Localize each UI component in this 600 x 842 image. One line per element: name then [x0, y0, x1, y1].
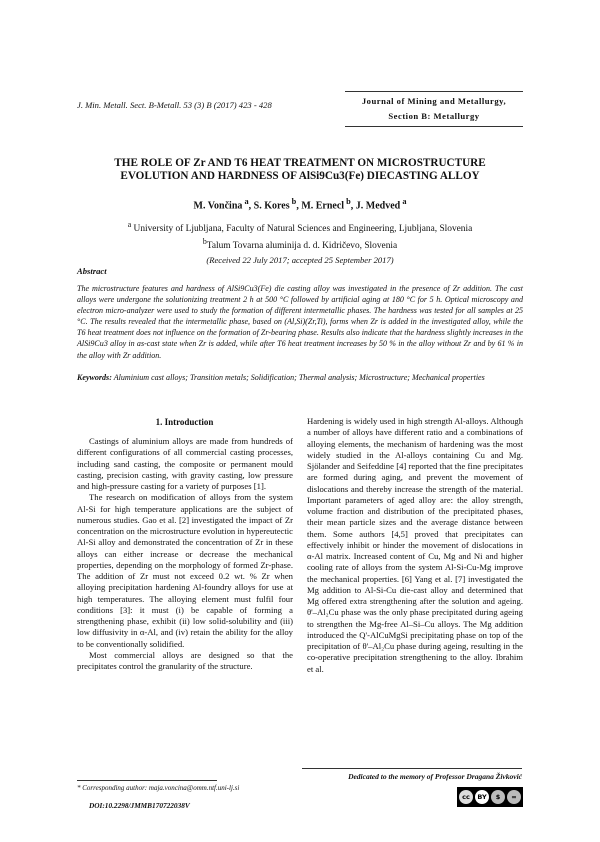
author-4-affil: a — [400, 197, 407, 206]
author-list — [70, 197, 530, 211]
paragraph: Hardening is widely used in high strength Al-alloys. Although a number of alloys have different ratio and a combinations of alloying elements, the mechanism of hardening was the most widely studied in the Al-alloys containing Cu and Mg. Sjölander and Seifeddine [4] reported that the fine precipitates are formed during aging, and prevent the movement of dislocations and thereby increase the strength of the material. Important parameters of aged alloy are: the alloy strength, volume fraction and distribution of the precipitated phases, their mean particle sizes and the average distance between them. Some authors [4,5] proved that precipitates can effectively inhibit or hinder the movement of dislocations in α-Al matrix. Increased content of Cu, Mg and Ni and higher cooling rate of alloys from the system Al-Si-Cu-Mg improve the mechanical properties. [6] Yang et al. [7] investigated the Mg addition to Al-Si-Cu die-cast alloy and determined that Mg offered extra strengthening after the solution and ageing. θ'–Al₂Cu phase was the only phase precipitated during ageing to strengthen the Mg-free Al–Si–Cu alloys. The Mg addition introduced the Q'-AlCuMgSi precipitating phase on top of the precipitation of θ'–Al₂Cu phase during ageing, resulting in the co-operative precipitation strengthening to the alloy. Ibrahim et al. — [307, 416, 523, 674]
affiliation-b-mark: b — [202, 236, 207, 246]
left-column — [77, 436, 293, 672]
received-dates: (Received 22 July 2017; accepted 25 September 2017) — [206, 255, 394, 265]
journal-name-line2: Section B: Metallurgy — [388, 111, 480, 121]
journal-name-box — [345, 91, 523, 127]
paragraph: Castings of aluminium alloys are made from hundreds of different configurations of all commercial casting processes, including sand casting, the composite or permanent mould casting, precision casting, with gravity casting, low pressure and high-pressure casting for a variety of purposes [1]. — [77, 436, 293, 491]
paragraph: Most commercial alloys are designed so that the precipitates control the granularity of the structure. — [77, 649, 293, 671]
paragraph: The research on modification of alloys from the system Al-Si for high temperature applications are the subject of numerous studies. Gao et al. [2] investigated the impact of Zr concentration on the microstructure evolution in hypereutectic Al-Si alloy and demonstrated the concentration of Zr in these alloys can either increase or decrease the mechanical properties, depending on the morphology of formed Zr-phase. The addition of Zr must not exceed 0.2 wt. % Zr when alloying precipitation hardening Al-foundry alloys for use at high temperatures. The alloying element must fulfil four conditions [3]: it must (i) be capable of forming a strengthening phase, exhibit (ii) low solid-solubility and (iii) low diffusivity in α-Al, and (iv) retain the ability for the alloy to be conventionally solidified. — [77, 492, 293, 649]
right-column — [307, 416, 523, 675]
affiliation-a-mark: a — [127, 220, 132, 229]
noncommercial-icon: $ — [491, 790, 505, 804]
affiliations — [60, 219, 540, 252]
title-line2: EVOLUTION AND HARDNESS OF AlSi9Cu3(Fe) DIECASTING ALLOY — [120, 170, 480, 182]
keywords — [77, 373, 523, 384]
doi: DOI:10.2298/JMMB170722038V — [89, 801, 190, 810]
affiliation-b — [60, 236, 540, 253]
dedication: Dedicated to the memory of Professor Dragana Živković — [302, 768, 522, 781]
affiliation-a — [60, 219, 540, 236]
journal-reference: J. Min. Metall. Sect. B-Metall. 53 (3) B (2017) 423 - 428 — [77, 100, 272, 110]
affiliation-b-text: Talum Tovarna aluminija d. d. Kidričevo, Slovenia — [206, 240, 398, 251]
section-heading-introduction: 1. Introduction — [155, 417, 214, 427]
abstract-heading: Abstract — [77, 266, 107, 276]
noderivatives-icon: = — [507, 790, 521, 804]
author-1-affil: a — [242, 197, 249, 206]
author-2-affil: b — [289, 197, 297, 206]
author-4: , J. Medved — [350, 200, 401, 212]
author-3: , M. Ernecl — [296, 200, 345, 212]
abstract-text: The microstructure features and hardness of AlSi9Cu3(Fe) die casting alloy was investigated in the presence of Zr addition. The cast alloys were undergone the solutionizing treatment 2 h at 500 °C followed by artificial aging at 180 °C for 5 h. Optical microscopy and electron micro-analyzer were used to study the formation of different intermetallic phases. The hardness was tested for all samples at 25 °C. The results revealed that the intermetallic phase, based on (Al,Si)(Zr,Ti), forms when Zr is added in the investigated alloy, while the T6 heat treatment does not influence on the formation of Zr-bearing phase. Results also indicate that the hardness slightly increases in the AlSi9Cu3 alloy in as-cast state when Zr is added, while after T6 heat treatment increases by 50 % in the alloy without Zr and by 61 % in the alloy with Zr addition. — [77, 284, 523, 360]
author-3-affil: b — [344, 197, 351, 206]
cc-icon: cc — [459, 790, 473, 804]
title-line1: THE ROLE OF Zr AND T6 HEAT TREATMENT ON MICROSTRUCTURE — [114, 157, 486, 169]
author-2: , S. Kores — [248, 200, 290, 212]
author-1: M. Vončina — [193, 200, 243, 212]
cc-license-badge[interactable] — [457, 787, 523, 807]
journal-name-line1: Journal of Mining and Metallurgy, — [361, 96, 507, 106]
affiliation-a-text: University of Ljubljana, Faculty of Natural Sciences and Engineering, Ljubljana, Slovenia — [131, 224, 473, 235]
corresponding-author-footnote: * Corresponding author: maja.voncina@omm.ntf.uni-lj.si — [77, 784, 240, 792]
paper-title — [70, 157, 530, 183]
keywords-label: Keywords: — [77, 373, 112, 382]
keywords-text: Aluminium cast alloys; Transition metals; Solidification; Thermal analysis; Microstructure; Mechanical properties — [111, 373, 485, 382]
by-icon: BY — [475, 790, 489, 804]
footnote-divider — [77, 780, 217, 781]
